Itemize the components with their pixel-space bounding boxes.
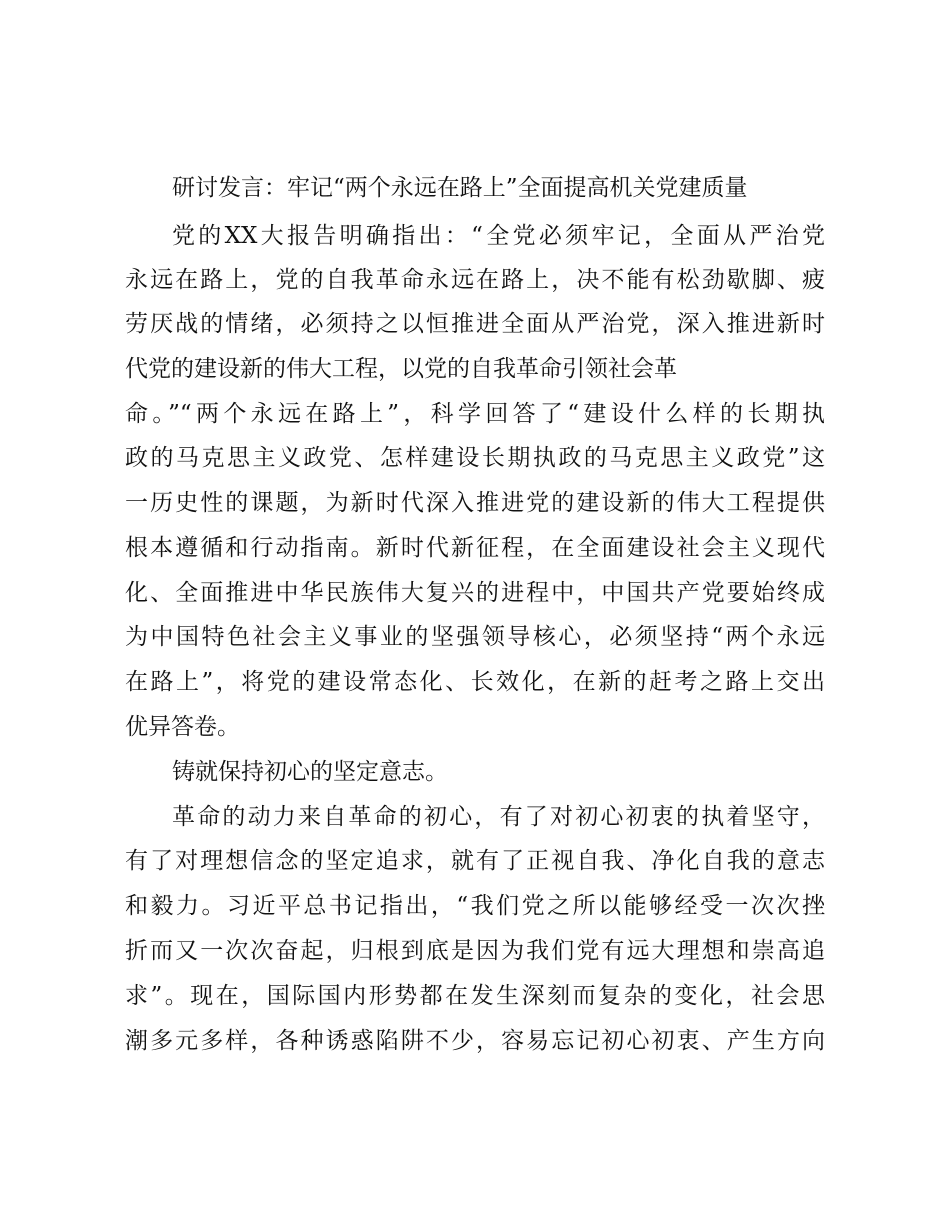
paragraph-1-line: 命。”“两个永远在路上”，科学回答了“建设什么样的长期执 xyxy=(125,401,825,427)
paragraph-1-line: 代党的建设新的伟大工程，以党的自我革命引领社会革 xyxy=(125,356,677,382)
paragraph-1-line: 永远在路上，党的自我革命永远在路上，决不能有松劲歇脚、疲 xyxy=(125,267,825,293)
paragraph-1-line: 化、全面推进中华民族伟大复兴的进程中，中国共产党要始终成 xyxy=(125,580,825,606)
paragraph-2-line: 有了对理想信念的坚定追求，就有了正视自我、净化自我的意志 xyxy=(125,848,825,874)
paragraph-1-line: 劳厌战的情绪，必须持之以恒推进全面从严治党，深入推进新时 xyxy=(125,311,825,337)
paragraph-1-line: 党的XX大报告明确指出：“全党必须牢记，全面从严治党 xyxy=(172,223,825,249)
section-heading: 铸就保持初心的坚定意志。 xyxy=(172,759,448,785)
paragraph-2-line: 折而又一次次奋起，归根到底是因为我们党有远大理想和崇高追 xyxy=(125,938,825,964)
paragraph-2-line: 求”。现在，国际国内形势都在发生深刻而复杂的变化，社会思 xyxy=(125,983,825,1009)
document-title: 研讨发言：牢记“两个永远在路上”全面提高机关党建质量 xyxy=(172,175,748,201)
paragraph-1-line: 优异答卷。 xyxy=(125,714,240,740)
paragraph-2-line: 和毅力。习近平总书记指出，“我们党之所以能够经受一次次挫 xyxy=(125,893,825,919)
paragraph-1-line: 在路上”，将党的建设常态化、长效化，在新的赶考之路上交出 xyxy=(125,669,825,695)
paragraph-1-line: 根本遵循和行动指南。新时代新征程，在全面建设社会主义现代 xyxy=(125,535,825,561)
paragraph-2-line: 潮多元多样，各种诱惑陷阱不少，容易忘记初心初衷、产生方向 xyxy=(125,1028,825,1054)
paragraph-1-line: 一历史性的课题，为新时代深入推进党的建设新的伟大工程提供 xyxy=(125,490,825,516)
paragraph-1-line: 为中国特色社会主义事业的坚强领导核心，必须坚持“两个永远 xyxy=(125,624,825,650)
paragraph-1-line: 政的马克思主义政党、怎样建设长期执政的马克思主义政党”这 xyxy=(125,445,825,471)
paragraph-2-line: 革命的动力来自革命的初心，有了对初心初衷的执着坚守， xyxy=(172,804,825,830)
